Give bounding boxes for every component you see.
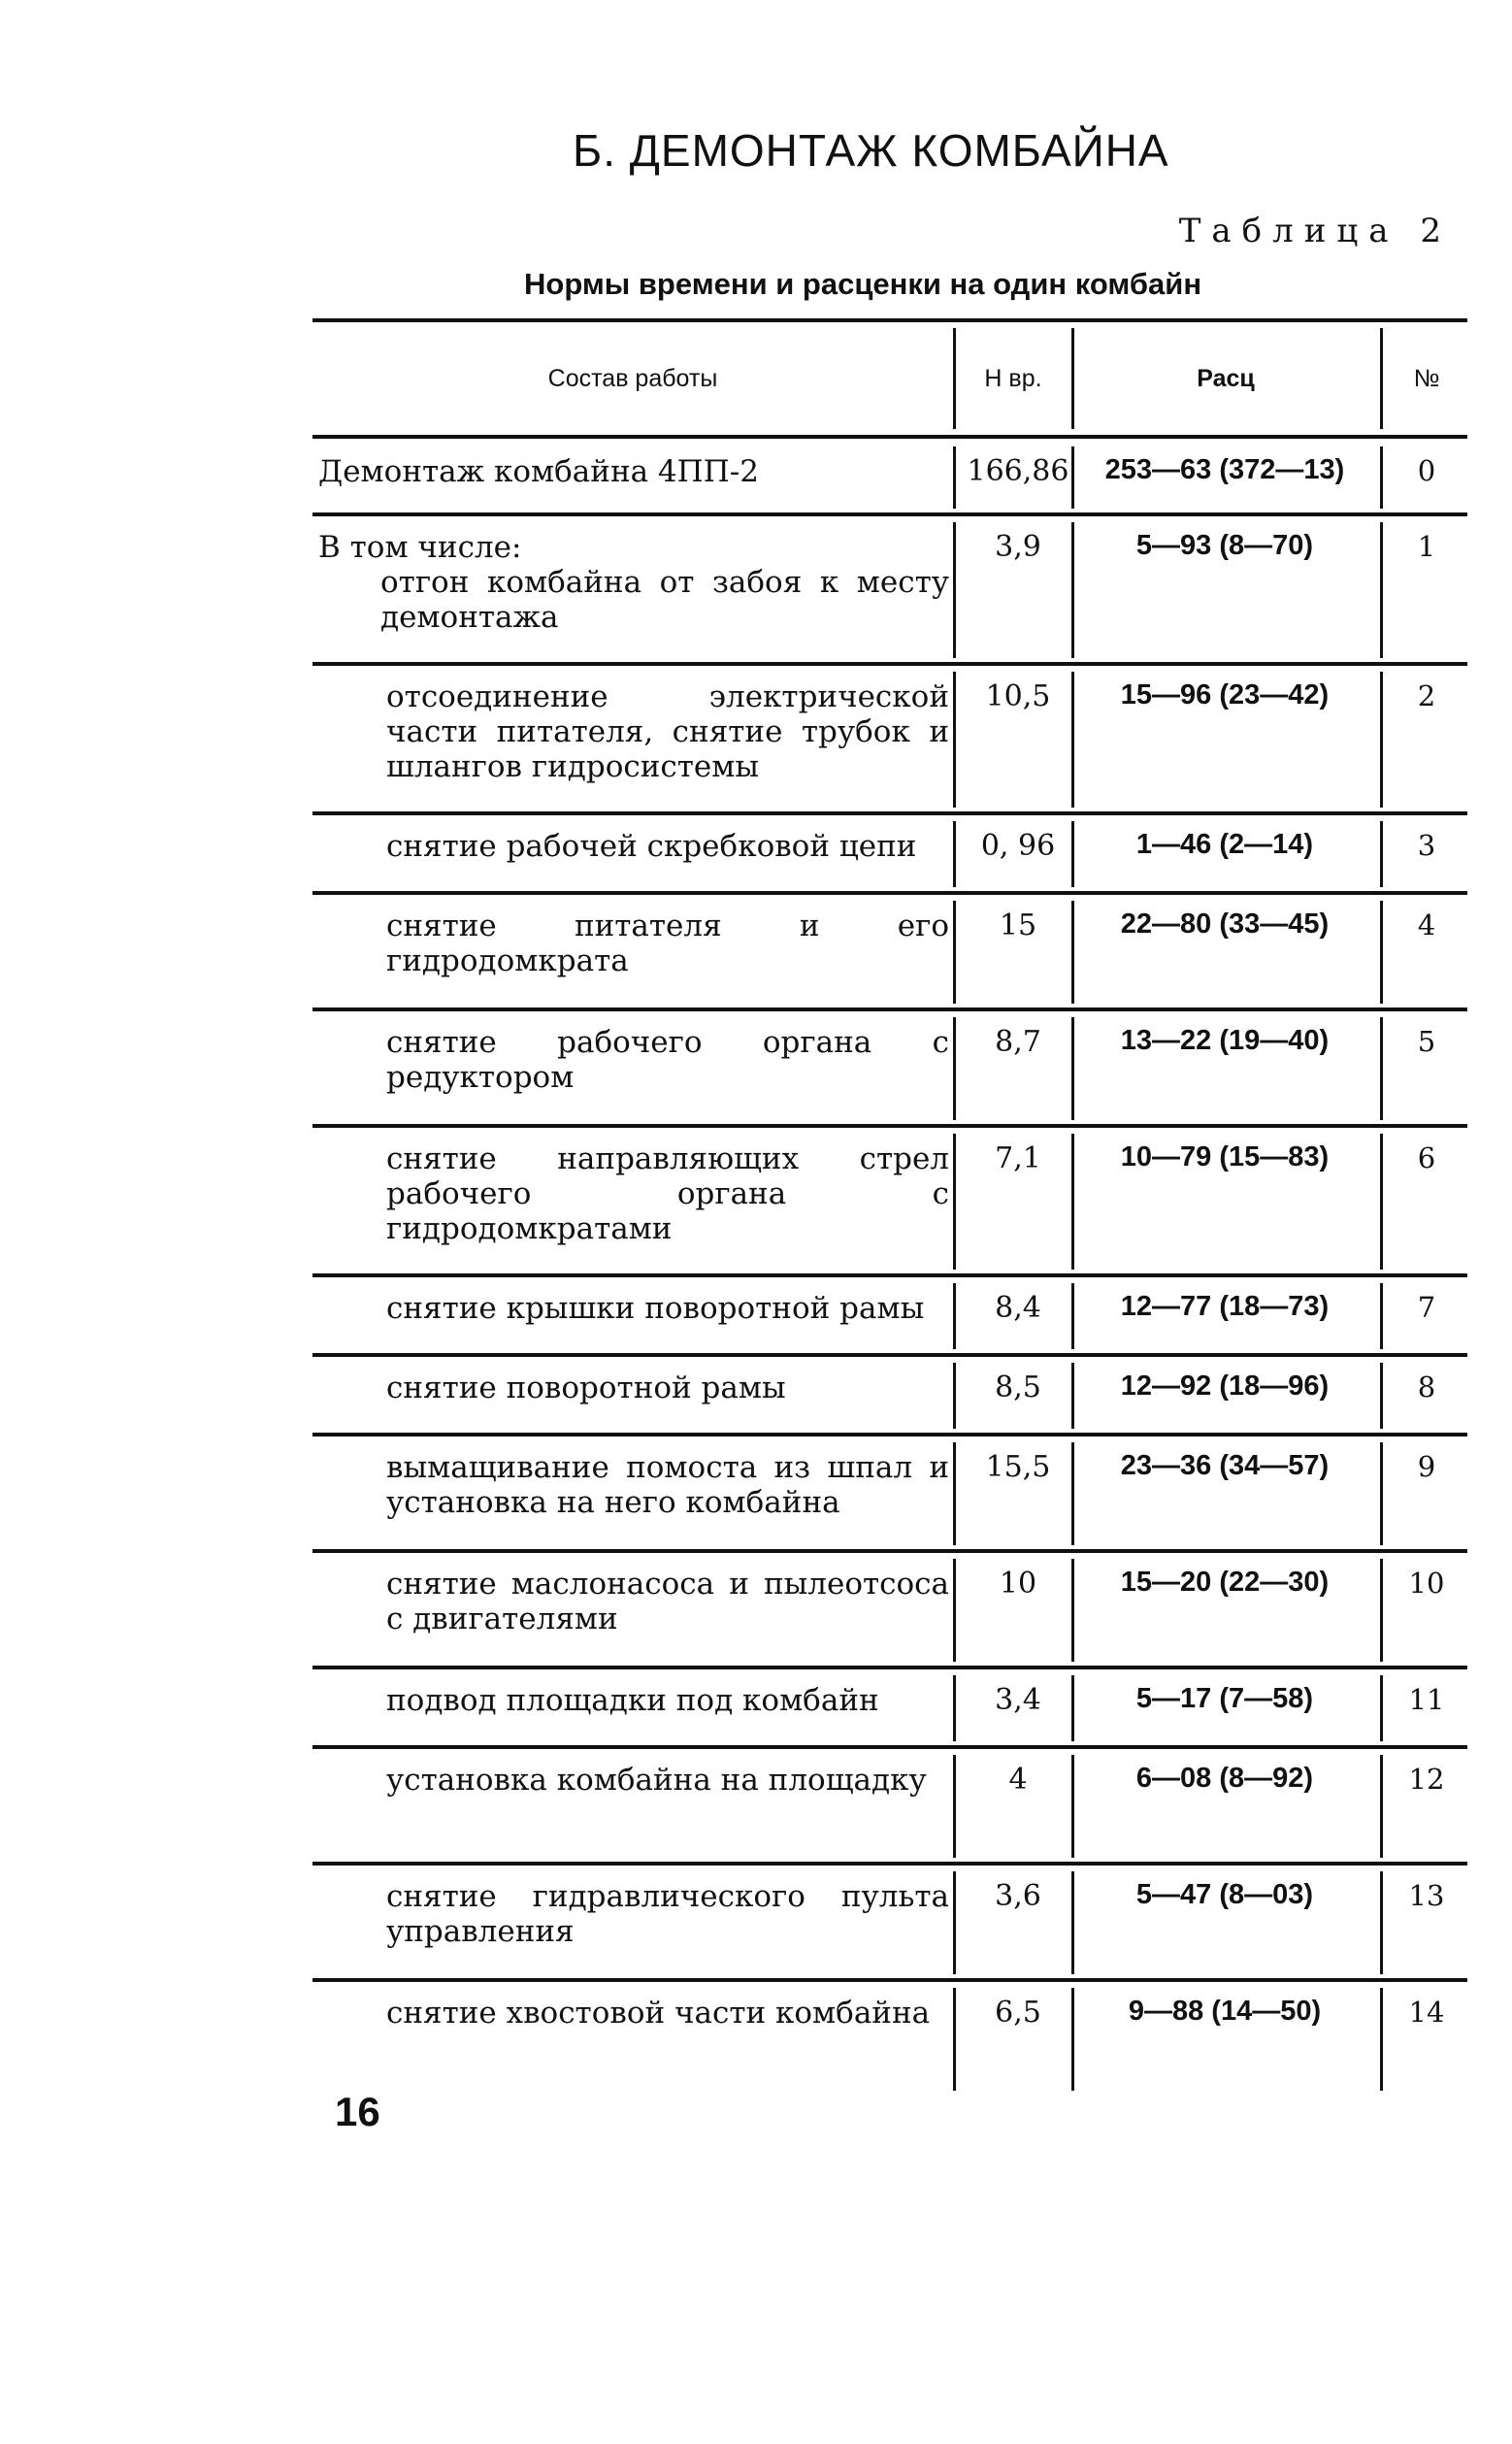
table-row [312, 1277, 1467, 1353]
header-num: № [1413, 364, 1440, 392]
time-norm: 3,6 [995, 1879, 1041, 1913]
row-number: 11 [1408, 1683, 1445, 1716]
row-number: 4 [1417, 908, 1436, 941]
column-divider [1071, 1283, 1074, 1349]
column-divider [1380, 1871, 1383, 1974]
row-number: 8 [1417, 1371, 1436, 1404]
rate-value: 253—63 (372—13) [1104, 454, 1345, 485]
work-description: снятие хвостовой части комбайна [386, 1996, 931, 2031]
time-norm: 15,5 [985, 1450, 1051, 1484]
column-divider [1071, 901, 1074, 1004]
table-row [312, 441, 1467, 512]
column-divider [1380, 522, 1383, 658]
rate-value: 10—79 (15—83) [1120, 1141, 1330, 1172]
work-lead-text: В том числе: [318, 530, 522, 565]
column-divider [1380, 821, 1383, 887]
rate-value: 6—08 (8—92) [1135, 1763, 1314, 1794]
row-number: 9 [1417, 1450, 1436, 1483]
table-row [312, 1982, 1467, 2095]
time-norm: 10 [999, 1567, 1037, 1601]
table-row [312, 1011, 1467, 1124]
header-bottom-rule [312, 435, 1467, 439]
column-divider [1380, 1283, 1383, 1349]
time-norm: 8,7 [995, 1025, 1041, 1059]
table-row [312, 1749, 1467, 1862]
column-divider [953, 1675, 956, 1741]
time-norm: 3,9 [995, 530, 1041, 564]
table-row [312, 1669, 1467, 1745]
column-divider [1071, 1134, 1074, 1270]
column-divider [953, 1017, 956, 1120]
time-norm: 8,4 [995, 1291, 1041, 1325]
table-row [312, 895, 1467, 1007]
rate-value: 13—22 (19—40) [1120, 1025, 1330, 1056]
row-number: 10 [1408, 1567, 1445, 1600]
column-divider [1071, 1363, 1074, 1429]
column-divider [1071, 446, 1074, 509]
header-divider [1071, 328, 1074, 429]
column-divider [1380, 1755, 1383, 1858]
row-number: 7 [1417, 1291, 1436, 1324]
time-norm: 7,1 [995, 1141, 1041, 1175]
work-description: отгон комбайна от забоя к месту демонтажа [380, 565, 949, 635]
work-description: вымащивание помоста из шпал и установка на него комбайна [386, 1450, 949, 1520]
table-row [312, 1866, 1467, 1978]
column-divider [953, 1134, 956, 1270]
table-label: Таблица 2 [1178, 212, 1452, 250]
column-divider [953, 1283, 956, 1349]
rate-value: 5—47 (8—03) [1135, 1879, 1314, 1910]
work-description: снятие гидравлического пульта управления [386, 1879, 949, 1949]
column-divider [1071, 522, 1074, 658]
work-description: снятие рабочего органа с редуктором [386, 1025, 949, 1095]
column-divider [1380, 1363, 1383, 1429]
column-divider [1071, 672, 1074, 808]
column-divider [1071, 1988, 1074, 2091]
column-divider [953, 1442, 956, 1545]
row-number: 3 [1417, 829, 1436, 862]
rate-value: 9—88 (14—50) [1128, 1996, 1322, 2027]
column-divider [1380, 901, 1383, 1004]
row-number: 12 [1408, 1763, 1445, 1796]
column-divider [953, 1559, 956, 1662]
time-norm: 15 [999, 908, 1037, 942]
row-number: 14 [1408, 1996, 1445, 2029]
time-norm: 6,5 [995, 1996, 1041, 2030]
row-number: 0 [1417, 454, 1436, 487]
row-number: 6 [1417, 1141, 1436, 1174]
time-norm: 3,4 [995, 1683, 1041, 1717]
work-description: Демонтаж комбайна 4ПП-2 [318, 454, 759, 489]
column-divider [953, 1363, 956, 1429]
header-divider [953, 328, 956, 429]
row-number: 13 [1408, 1879, 1445, 1912]
header-norm: Н вр. [984, 364, 1042, 392]
work-description: снятие питателя и его гидродомкрата [386, 908, 949, 978]
column-divider [1380, 1134, 1383, 1270]
column-divider [1380, 1442, 1383, 1545]
rate-value: 15—96 (23—42) [1120, 679, 1330, 710]
rate-value: 12—77 (18—73) [1120, 1291, 1330, 1322]
rate-value: 5—93 (8—70) [1135, 530, 1314, 561]
work-description: снятие маслонасоса и пылеотсоса с двигателями [386, 1567, 949, 1636]
header-work: Состав работы [547, 364, 718, 392]
column-divider [1380, 1017, 1383, 1120]
work-description: снятие рабочей скребковой цепи [386, 829, 917, 864]
column-divider [953, 1988, 956, 2091]
column-divider [953, 1755, 956, 1858]
work-description: отсоединение электрической части питателя, снятие трубок и шлангов гидросистемы [386, 679, 949, 784]
header-divider [1380, 328, 1383, 429]
table-row [312, 1357, 1467, 1433]
time-norm: 0, 96 [980, 829, 1056, 863]
time-norm: 166,86 [967, 454, 1069, 488]
column-divider [1071, 1755, 1074, 1858]
rate-value: 23—36 (34—57) [1120, 1450, 1330, 1481]
work-description: установка комбайна на площадку [386, 1763, 927, 1798]
time-norm: 4 [1008, 1763, 1028, 1797]
rate-value: 5—17 (7—58) [1135, 1683, 1314, 1714]
column-divider [1071, 1675, 1074, 1741]
work-description: снятие направляющих стрел рабочего органа с гидродомкратами [386, 1141, 949, 1246]
work-description: снятие крышки поворотной рамы [386, 1291, 925, 1326]
time-norm: 8,5 [995, 1371, 1041, 1404]
table-row [312, 815, 1467, 891]
column-divider [953, 672, 956, 808]
column-divider [1380, 672, 1383, 808]
column-divider [1071, 1017, 1074, 1120]
rate-value: 12—92 (18—96) [1120, 1371, 1330, 1402]
table-subtitle: Нормы времени и расценки на один комбайн [524, 267, 1202, 301]
column-divider [1380, 1559, 1383, 1662]
page-number: 16 [335, 2089, 380, 2134]
rate-value: 22—80 (33—45) [1120, 908, 1330, 940]
row-number: 1 [1417, 530, 1436, 563]
column-divider [1071, 1871, 1074, 1974]
column-divider [1380, 446, 1383, 509]
table-row [312, 1128, 1467, 1273]
column-divider [1380, 1675, 1383, 1741]
column-divider [953, 446, 956, 509]
table-row [312, 1553, 1467, 1666]
header-rate: Расц [1197, 364, 1255, 392]
work-description: подвод площадки под комбайн [386, 1683, 879, 1718]
row-number: 2 [1417, 679, 1436, 712]
column-divider [953, 901, 956, 1004]
table-row [312, 516, 1467, 662]
column-divider [953, 1871, 956, 1974]
column-divider [953, 821, 956, 887]
table-row [312, 666, 1467, 811]
work-description: снятие поворотной рамы [386, 1371, 786, 1405]
section-title: Б. ДЕМОНТАЖ КОМБАЙНА [573, 125, 1169, 176]
table-header [312, 322, 1467, 435]
table-row [312, 1437, 1467, 1549]
column-divider [953, 522, 956, 658]
column-divider [1071, 1442, 1074, 1545]
column-divider [1380, 1988, 1383, 2091]
rate-value: 1—46 (2—14) [1135, 829, 1314, 860]
time-norm: 10,5 [985, 679, 1051, 713]
rate-value: 15—20 (22—30) [1120, 1567, 1330, 1598]
row-number: 5 [1417, 1025, 1436, 1058]
column-divider [1071, 1559, 1074, 1662]
column-divider [1071, 821, 1074, 887]
